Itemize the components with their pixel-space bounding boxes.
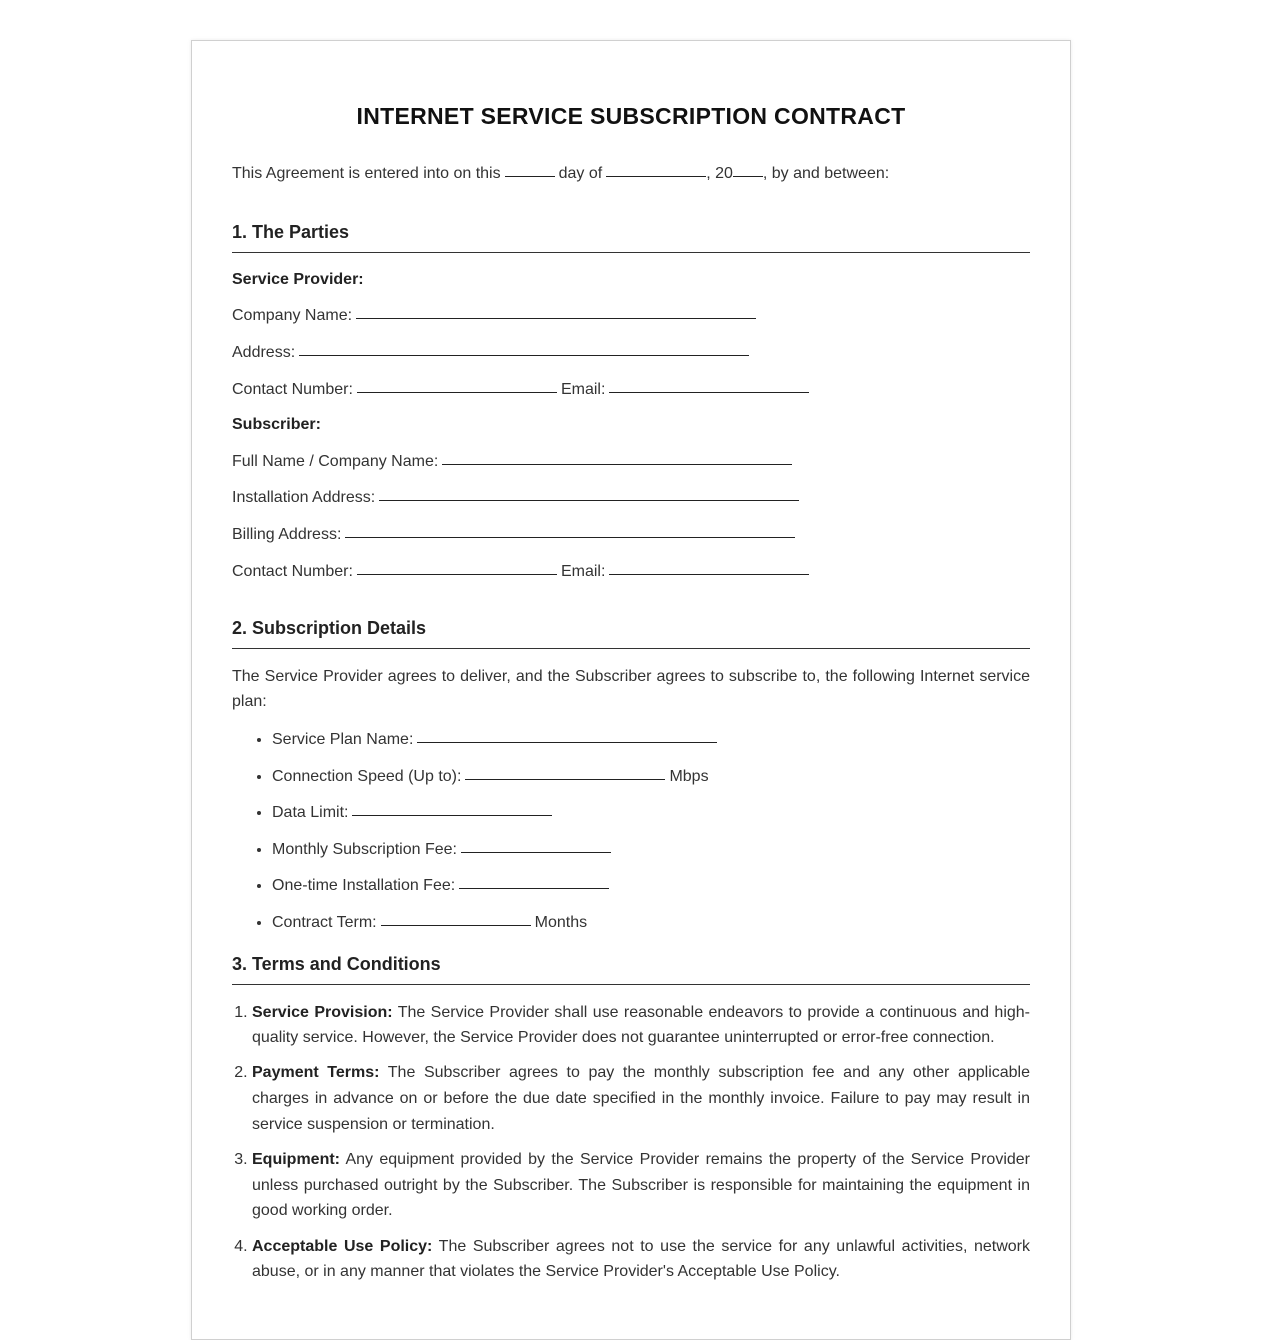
section-parties-heading: 1. The Parties [232, 221, 1030, 253]
service-plan-name-blank[interactable] [417, 741, 717, 743]
data-limit-blank[interactable] [352, 814, 552, 816]
billing-address-blank[interactable] [345, 536, 795, 538]
billing-address-label: Billing Address: [232, 526, 342, 543]
provider-contact-number-blank[interactable] [357, 391, 557, 393]
provider-company-name-field [232, 306, 1030, 326]
term-text: The Service Provider shall use reasonable endeavors to provide a continuous and high-quality service. However, the Service Provider does not guarantee uninterrupted or error-free connection. [252, 1003, 1031, 1047]
day-blank[interactable] [505, 175, 555, 177]
plan-item-suffix: Mbps [669, 767, 709, 785]
month-blank[interactable] [606, 175, 706, 177]
monthly-fee-blank[interactable] [461, 851, 611, 853]
plan-item-label: Data Limit: [272, 804, 349, 821]
plan-details-list [232, 730, 1030, 933]
subscription-intro: The Service Provider agrees to deliver, and the Subscriber agrees to subscribe to, the following Internet service plan: [232, 668, 1030, 710]
plan-item-label: One-time Installation Fee: [272, 877, 456, 894]
provider-email-label: Email: [560, 381, 606, 398]
plan-item-connection-speed [272, 767, 1030, 787]
installation-address-blank[interactable] [379, 499, 799, 501]
section-subscription-heading: 2. Subscription Details [232, 617, 1030, 649]
plan-item-label: Connection Speed (Up to): [272, 767, 462, 785]
plan-item-suffix: Months [534, 913, 588, 931]
service-provider-heading: Service Provider: [232, 271, 364, 288]
plan-item-service-plan [272, 730, 1030, 750]
subscriber-email-blank[interactable] [609, 573, 809, 575]
term-title: Payment Terms: [252, 1064, 380, 1082]
term-acceptable-use [252, 1234, 1030, 1285]
year-blank[interactable] [733, 175, 763, 177]
connection-speed-blank[interactable] [465, 778, 665, 780]
term-text: Any equipment provided by the Service Provider remains the property of the Service Provider unless purchased outright by the Subscriber. The Subscriber is responsible for maintaining the equipment in good working order. [252, 1151, 1031, 1220]
plan-item-data-limit [272, 803, 1030, 823]
plan-item-label: Service Plan Name: [272, 731, 414, 748]
plan-item-label: Monthly Subscription Fee: [272, 840, 457, 858]
plan-item-installation-fee [272, 876, 1030, 896]
provider-address-field [232, 343, 1030, 363]
provider-address-label: Address: [232, 344, 296, 361]
document-title: INTERNET SERVICE SUBSCRIPTION CONTRACT [356, 103, 906, 129]
contract-term-blank[interactable] [381, 924, 531, 926]
term-payment-terms [252, 1060, 1030, 1137]
intro-text-4: , by and between: [762, 165, 890, 182]
terms-list [232, 1000, 1030, 1286]
term-title: Acceptable Use Policy: [252, 1237, 433, 1255]
plan-item-contract-term [272, 913, 1030, 933]
term-text: The Subscriber agrees to pay the monthly subscription fee and any other applicable charges in advance on or before the due date specified in the monthly invoice. Failure to pay may result in service suspension or termination. [252, 1064, 1030, 1133]
subscriber-name-field [232, 452, 1030, 472]
section-terms-heading: 3. Terms and Conditions [232, 953, 1030, 985]
subscriber-contact-field [232, 562, 1030, 582]
term-equipment [252, 1147, 1030, 1224]
provider-contact-number-label: Contact Number: [232, 381, 353, 398]
plan-item-monthly-fee [272, 840, 1030, 860]
provider-company-name-blank[interactable] [356, 317, 756, 319]
intro-text-2: day of [558, 165, 603, 182]
provider-email-blank[interactable] [609, 391, 809, 393]
term-text: The Subscriber agrees not to use the service for any unlawful activities, network abuse, or in any manner that violates the Service Provider's Acceptable Use Policy. [252, 1237, 1031, 1281]
subscriber-contact-number-blank[interactable] [357, 573, 557, 575]
provider-contact-field [232, 380, 1030, 400]
installation-address-field [232, 488, 1030, 508]
subscriber-name-blank[interactable] [442, 463, 792, 465]
provider-address-blank[interactable] [299, 354, 749, 356]
term-title: Equipment: [252, 1151, 340, 1169]
provider-company-name-label: Company Name: [232, 307, 353, 324]
intro-text-3: , 20 [706, 165, 733, 182]
term-service-provision [252, 1000, 1030, 1051]
subscriber-email-label: Email: [560, 563, 606, 580]
billing-address-field [232, 525, 1030, 545]
subscriber-name-label: Full Name / Company Name: [232, 453, 439, 470]
intro-text-1: This Agreement is entered into on this [232, 165, 501, 182]
installation-address-label: Installation Address: [232, 489, 376, 506]
subscriber-heading: Subscriber: [232, 416, 321, 433]
plan-item-label: Contract Term: [272, 913, 377, 931]
term-title: Service Provision: [252, 1003, 393, 1021]
installation-fee-blank[interactable] [459, 887, 609, 889]
subscriber-contact-number-label: Contact Number: [232, 563, 353, 580]
contract-page [191, 40, 1071, 1340]
agreement-intro [232, 164, 1030, 184]
